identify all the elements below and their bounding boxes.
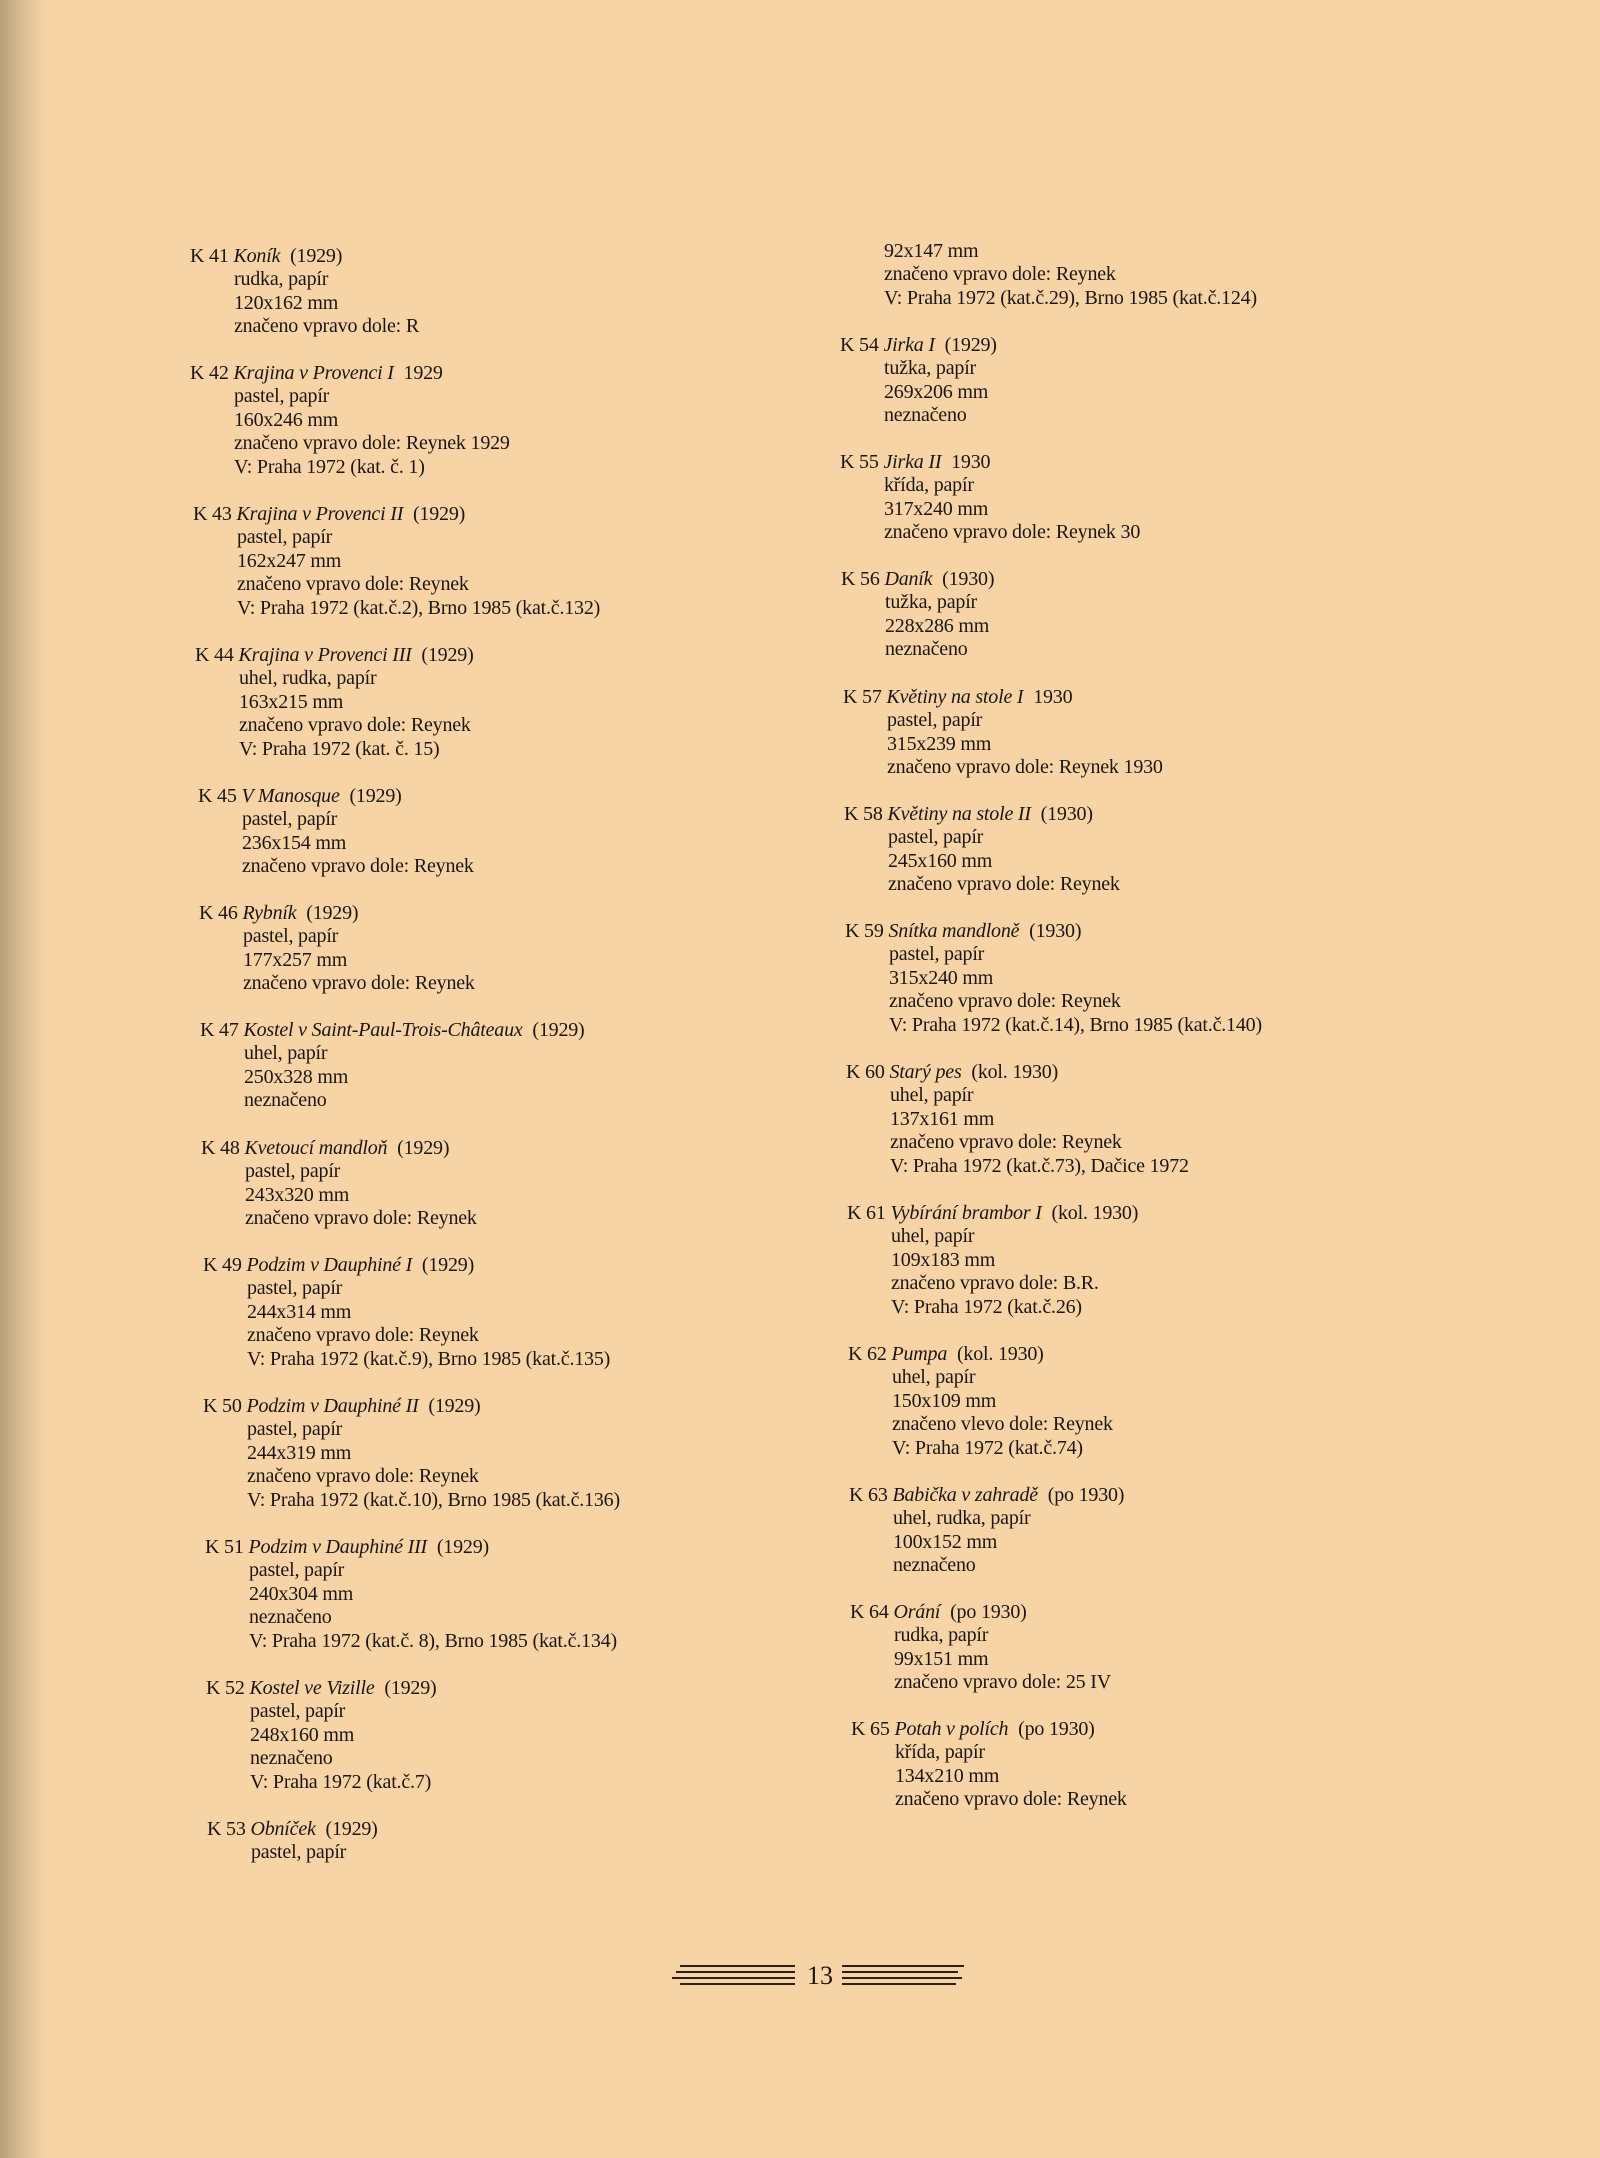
entry-code: K 61 <box>847 1202 886 1224</box>
entry-detail-line: značeno vpravo dole: Reynek <box>247 1465 479 1488</box>
entry-detail-line: 177x257 mm <box>243 948 348 971</box>
entry-detail-line: rudka, papír <box>234 268 329 291</box>
entry-detail-line: 100x152 mm <box>893 1530 998 1553</box>
entry-detail-line: značeno vpravo dole: Reynek 1929 <box>234 432 510 455</box>
entry-heading <box>845 920 1262 943</box>
entry-detail-line: rudka, papír <box>894 1624 989 1647</box>
entry-detail-line: 248x160 mm <box>250 1723 355 1746</box>
entry-detail-line: pastel, papír <box>251 1841 347 1864</box>
catalog-entry <box>844 803 1120 897</box>
catalog-entry <box>190 362 510 479</box>
entry-detail-line: 244x314 mm <box>247 1300 352 1323</box>
entry-date: (1930) <box>1040 803 1093 825</box>
entry-date: (1929) <box>428 1395 481 1417</box>
entry-detail-line: značeno vpravo dole: Reynek <box>895 1788 1127 1811</box>
entry-code: K 43 <box>193 503 232 525</box>
entry-detail-line: křída, papír <box>895 1741 985 1764</box>
entry-heading <box>848 1343 1113 1366</box>
entry-code: K 48 <box>201 1137 240 1159</box>
entry-title: Krajina v Provenci III <box>238 644 412 666</box>
entry-title: Starý pes <box>889 1061 962 1083</box>
entry-heading <box>850 1601 1111 1624</box>
entry-detail-line: značeno vpravo dole: B.R. <box>891 1272 1099 1295</box>
entry-date: (1929) <box>325 1818 378 1840</box>
entry-detail-line: pastel, papír <box>249 1559 345 1582</box>
entry-title: Koník <box>233 245 281 267</box>
entry-heading <box>199 902 475 925</box>
entry-code: K 52 <box>206 1677 245 1699</box>
entry-title: Orání <box>893 1601 941 1623</box>
entry-detail-line: 236x154 mm <box>242 831 347 854</box>
entry-date: (1930) <box>1029 920 1082 942</box>
entry-heading <box>849 1484 1124 1507</box>
catalog-entry <box>840 334 997 428</box>
entry-heading <box>847 1202 1138 1225</box>
entry-title: Potah v polích <box>894 1718 1009 1740</box>
entry-date: (1929) <box>412 503 466 525</box>
entry-heading <box>846 1061 1189 1084</box>
entry-title: V Manosque <box>241 785 340 807</box>
entry-detail-line: neznačeno <box>884 404 967 427</box>
entry-detail-line: 315x240 mm <box>889 966 994 989</box>
entry-date: 1929 <box>403 362 443 384</box>
entry-detail-line: 160x246 mm <box>234 408 339 431</box>
entry-code: K 50 <box>203 1395 242 1417</box>
entry-detail-line: značeno vpravo dole: Reynek <box>884 263 1116 286</box>
entry-detail-line: značeno vpravo dole: Reynek <box>242 855 474 878</box>
footer-rule-left-3 <box>672 1977 795 1979</box>
entry-detail-line: 228x286 mm <box>885 614 990 637</box>
catalog-entry <box>850 1601 1111 1695</box>
entry-code: K 58 <box>844 803 883 825</box>
entry-title: Rybník <box>242 902 297 924</box>
entry-detail-line: neznačeno <box>893 1554 976 1577</box>
entry-detail-line: 134x210 mm <box>895 1764 1000 1787</box>
entry-date: (1929) <box>349 785 402 807</box>
entry-detail-line: pastel, papír <box>250 1700 346 1723</box>
catalog-entry <box>848 1343 1113 1460</box>
catalog-entry <box>195 644 474 761</box>
entry-title: Podzim v Dauphiné II <box>246 1395 419 1417</box>
footer-rule-right-3 <box>842 1977 962 1979</box>
entry-date: (po 1930) <box>1047 1484 1125 1506</box>
entry-code: K 49 <box>203 1254 242 1276</box>
entry-date: (kol. 1930) <box>971 1061 1059 1083</box>
entry-heading <box>203 1254 610 1277</box>
entry-detail-line: 120x162 mm <box>234 291 339 314</box>
book-gutter-shadow <box>0 0 46 2158</box>
entry-detail-line: značeno vpravo dole: Reynek <box>888 873 1120 896</box>
entry-detail-line: uhel, rudka, papír <box>239 667 377 690</box>
entry-detail-line: značeno vpravo dole: Reynek <box>889 990 1121 1013</box>
catalog-entry <box>851 1718 1127 1812</box>
entry-title: Obníček <box>250 1818 316 1840</box>
entry-code: K 51 <box>205 1536 244 1558</box>
entry-date: (1929) <box>397 1137 450 1159</box>
entry-code: K 56 <box>841 568 880 590</box>
entry-heading <box>207 1818 378 1841</box>
entry-detail-line: pastel, papír <box>247 1277 343 1300</box>
footer-rule-right-4 <box>842 1983 956 1985</box>
entry-detail-line: V: Praha 1972 (kat.č.10), Brno 1985 (kat.č.136) <box>247 1488 620 1511</box>
entry-detail-line: neznačeno <box>249 1606 332 1629</box>
entry-title: Vybírání brambor I <box>890 1202 1042 1224</box>
entry-detail-line: V: Praha 1972 (kat. č. 15) <box>239 737 440 760</box>
entry-detail-line: 99x151 mm <box>894 1647 989 1670</box>
entry-detail-line: značeno vpravo dole: Reynek <box>247 1324 479 1347</box>
entry-title: Květiny na stole I <box>886 686 1024 708</box>
catalog-entry <box>846 1061 1189 1178</box>
entry-detail-line: 92x147 mm <box>884 240 979 262</box>
entry-detail-line: neznačeno <box>250 1747 333 1770</box>
entry-detail-line: značeno vpravo dole: Reynek <box>245 1207 477 1230</box>
page-number: 13 <box>807 1961 833 1990</box>
catalog-entry <box>847 1202 1138 1319</box>
entry-detail-line: 240x304 mm <box>249 1582 354 1605</box>
entry-detail-line: pastel, papír <box>245 1160 341 1183</box>
entry-detail-line: 245x160 mm <box>888 849 993 872</box>
entry-code: K 63 <box>849 1484 888 1506</box>
entry-date: (1930) <box>942 568 995 590</box>
entry-detail-line: uhel, papír <box>891 1225 975 1248</box>
entry-title: Pumpa <box>891 1343 948 1365</box>
entry-heading <box>190 362 510 385</box>
entry-detail-line: značeno vlevo dole: Reynek <box>892 1413 1113 1436</box>
entry-heading <box>195 644 474 667</box>
entry-detail-line: 243x320 mm <box>245 1183 350 1206</box>
entry-detail-line: pastel, papír <box>237 526 333 549</box>
entry-code: K 41 <box>190 245 229 267</box>
entry-date: (1929) <box>421 1254 475 1276</box>
entry-detail-line: V: Praha 1972 (kat.č.9), Brno 1985 (kat.č.135) <box>247 1347 611 1370</box>
entry-code: K 59 <box>845 920 884 942</box>
entry-heading <box>201 1137 477 1160</box>
entry-code: K 60 <box>846 1061 885 1083</box>
entry-detail-line: uhel, rudka, papír <box>893 1507 1031 1530</box>
catalog-entry <box>199 902 475 996</box>
entry-detail-line: značeno vpravo dole: 25 IV <box>894 1671 1111 1694</box>
catalog-entry <box>193 503 600 620</box>
catalog-entry <box>203 1254 610 1371</box>
entry-heading <box>841 568 994 591</box>
entry-title: Podzim v Dauphiné I <box>246 1254 413 1276</box>
entry-detail-line: uhel, papír <box>892 1366 976 1389</box>
entry-detail-line: V: Praha 1972 (kat. č. 1) <box>234 455 425 478</box>
entry-code: K 54 <box>840 334 879 356</box>
entry-title: Krajina v Provenci I <box>233 362 394 384</box>
catalog-entry <box>203 1395 620 1512</box>
entry-code: K 45 <box>198 785 237 807</box>
entry-title: Kvetoucí mandloň <box>244 1137 388 1159</box>
catalog-entry <box>198 785 474 879</box>
entry-code: K 42 <box>190 362 229 384</box>
entry-detail-line: značeno vpravo dole: Reynek <box>890 1131 1122 1154</box>
entry-date: (1929) <box>421 644 474 666</box>
footer-rule-right-1 <box>842 1965 964 1967</box>
entry-date: (1929) <box>290 245 343 267</box>
entry-detail-line: pastel, papír <box>887 709 983 732</box>
entry-detail-line: tužka, papír <box>885 591 978 614</box>
footer-rule-left-1 <box>680 1965 795 1967</box>
entry-code: K 64 <box>850 1601 889 1623</box>
entry-detail-line: V: Praha 1972 (kat.č. 8), Brno 1985 (kat.č.134) <box>249 1629 617 1652</box>
entry-detail-line: neznačeno <box>244 1089 327 1112</box>
entry-code: K 46 <box>199 902 238 924</box>
entry-detail-line: 162x247 mm <box>237 549 342 572</box>
entry-detail-line: pastel, papír <box>888 826 984 849</box>
entry-detail-line: 137x161 mm <box>890 1107 995 1130</box>
entry-title: Kostel ve Vizille <box>249 1677 375 1699</box>
catalog-entry <box>841 568 994 662</box>
entry-detail-line: značeno vpravo dole: Reynek 30 <box>884 521 1141 544</box>
entry-date: (po 1930) <box>1018 1718 1095 1740</box>
entry-heading <box>200 1019 585 1042</box>
entry-detail-line: uhel, papír <box>890 1084 974 1107</box>
entry-detail-line: 244x319 mm <box>247 1441 352 1464</box>
entry-detail-line: pastel, papír <box>247 1418 343 1441</box>
entry-title: Daník <box>884 568 933 590</box>
entry-detail-line: 109x183 mm <box>891 1248 996 1271</box>
entry-date: (kol. 1930) <box>1051 1202 1139 1224</box>
entry-detail-line: uhel, papír <box>244 1042 328 1065</box>
entry-detail-line: 250x328 mm <box>244 1065 349 1088</box>
catalog-entry <box>200 1019 585 1113</box>
entry-heading <box>851 1718 1127 1741</box>
entry-detail-line: 315x239 mm <box>887 732 992 755</box>
entry-detail-line: křída, papír <box>884 474 974 497</box>
entry-heading <box>840 451 1140 474</box>
entry-title: Snítka mandloně <box>888 920 1020 942</box>
entry-title: Babička v zahradě <box>892 1484 1038 1506</box>
entry-detail-line: V: Praha 1972 (kat.č.7) <box>250 1770 432 1793</box>
entry-date: 1930 <box>951 451 991 473</box>
entry-detail-line: značeno vpravo dole: Reynek <box>239 714 471 737</box>
entry-heading <box>190 245 419 268</box>
entry-detail-line: neznačeno <box>885 638 968 661</box>
entry-detail-line: tužka, papír <box>884 357 977 380</box>
catalog-entry <box>843 686 1163 780</box>
entry-code: K 47 <box>200 1019 239 1041</box>
entry-heading <box>843 686 1163 709</box>
entry-code: K 62 <box>848 1343 887 1365</box>
catalog-entry <box>207 1818 378 1865</box>
catalog-entry <box>201 1137 477 1231</box>
entry-heading <box>205 1536 617 1559</box>
entry-detail-line: pastel, papír <box>234 385 330 408</box>
entry-title: Květiny na stole II <box>887 803 1031 825</box>
entry-date: (1929) <box>532 1019 585 1041</box>
entry-date: (1929) <box>944 334 997 356</box>
entry-heading <box>206 1677 437 1700</box>
entry-detail-line: 163x215 mm <box>239 690 344 713</box>
entry-detail-line: V: Praha 1972 (kat.č.73), Dačice 1972 <box>890 1154 1189 1177</box>
entry-detail-line: V: Praha 1972 (kat.č.2), Brno 1985 (kat.č.132) <box>237 596 601 619</box>
entry-detail-line: V: Praha 1972 (kat.č.26) <box>891 1295 1082 1318</box>
footer-rule-right-2 <box>842 1971 958 1973</box>
entry-detail-line: značeno vpravo dole: Reynek <box>237 573 469 596</box>
entry-heading <box>193 503 600 526</box>
entry-detail-line: V: Praha 1972 (kat.č.29), Brno 1985 (kat.č.124) <box>884 286 1257 309</box>
page-footer <box>0 1958 1600 1998</box>
entry-code: K 44 <box>195 644 234 666</box>
entry-heading <box>844 803 1120 826</box>
catalog-entry <box>840 451 1140 545</box>
entry-date: (kol. 1930) <box>956 1343 1044 1365</box>
catalog-entry <box>840 240 1257 310</box>
entry-code: K 53 <box>207 1818 246 1840</box>
entry-detail-line: pastel, papír <box>889 943 985 966</box>
entry-heading <box>203 1395 620 1418</box>
entry-title: Krajina v Provenci II <box>236 503 404 525</box>
entry-detail-line: pastel, papír <box>243 925 339 948</box>
catalog-entry <box>205 1536 617 1653</box>
footer-rule-left-2 <box>676 1971 795 1973</box>
entry-date: (1929) <box>436 1536 489 1558</box>
entry-date: (po 1930) <box>950 1601 1027 1623</box>
entry-date: (1929) <box>306 902 359 924</box>
catalog-entry <box>849 1484 1124 1578</box>
entry-title: Podzim v Dauphiné III <box>248 1536 428 1558</box>
entry-date: (1929) <box>384 1677 437 1699</box>
entry-detail-line: V: Praha 1972 (kat.č.14), Brno 1985 (kat.č.140) <box>889 1013 1262 1036</box>
entry-detail-line: značeno vpravo dole: Reynek 1930 <box>887 756 1163 779</box>
entry-code: K 55 <box>840 451 879 473</box>
entry-detail-line: 150x109 mm <box>892 1389 997 1412</box>
entry-detail-line: značeno vpravo dole: R <box>234 315 419 338</box>
entry-code: K 65 <box>851 1718 890 1740</box>
catalog-entry <box>845 920 1262 1037</box>
entry-detail-line: V: Praha 1972 (kat.č.74) <box>892 1436 1083 1459</box>
entry-detail-line: pastel, papír <box>242 808 338 831</box>
entry-detail-line: 317x240 mm <box>884 497 989 520</box>
entry-title: Jirka I <box>883 334 935 356</box>
entry-date: 1930 <box>1033 686 1073 708</box>
entry-heading <box>198 785 474 808</box>
entry-code: K 57 <box>843 686 882 708</box>
entry-title: Kostel v Saint-Paul-Trois-Châteaux <box>243 1019 523 1041</box>
entry-title: Jirka II <box>883 451 942 473</box>
entry-heading <box>840 334 997 357</box>
catalog-entry <box>190 245 419 339</box>
entry-detail-line: značeno vpravo dole: Reynek <box>243 972 475 995</box>
footer-rule-left-4 <box>680 1983 795 1985</box>
catalog-entry <box>206 1677 437 1794</box>
entry-detail-line: 269x206 mm <box>884 380 989 403</box>
